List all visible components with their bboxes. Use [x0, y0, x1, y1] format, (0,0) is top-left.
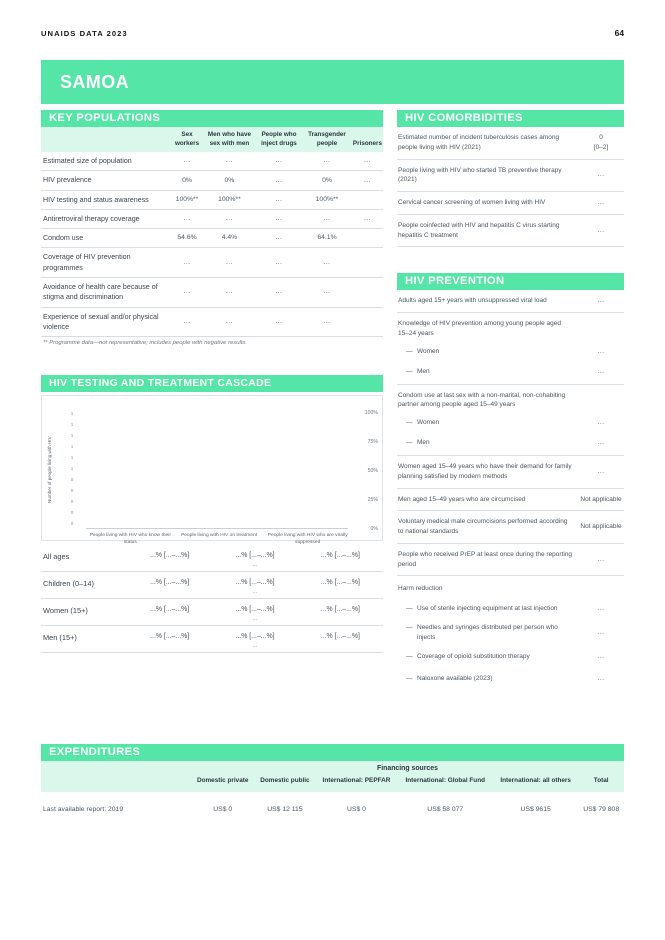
kp-cell: 100%** — [203, 190, 256, 209]
table-row — [41, 792, 624, 823]
kp-row-label: Condom use — [41, 229, 171, 248]
comorbidity-value: ... — [597, 226, 605, 234]
y-tick: 0 — [70, 510, 74, 516]
kp-cell: 100%** — [171, 190, 203, 209]
kp-col-msm: Men who have sex with men — [207, 131, 251, 147]
y-tick: 0 — [70, 521, 74, 527]
table-row — [41, 248, 383, 278]
left-column — [41, 110, 383, 653]
kp-cell: 4.4% — [203, 229, 256, 248]
kp-cell: ... — [302, 209, 352, 228]
y-tick: 1 — [70, 422, 74, 428]
cascade-cell-on-treatment — [212, 626, 297, 653]
y-tick: 1 — [70, 433, 74, 439]
kp-cell: ... — [302, 307, 352, 337]
kp-cell: ... — [256, 307, 302, 337]
list-item-group — [397, 313, 624, 341]
prevention-value: ... — [597, 347, 605, 355]
list-item — [397, 127, 624, 160]
exp-cell: US$ 79 808 — [583, 805, 620, 813]
comorbidity-value: ... — [597, 199, 605, 206]
kp-col-sex-workers: Sex workers — [174, 131, 200, 147]
comorbidity-value-number: 0 — [599, 134, 603, 141]
list-item — [397, 646, 624, 668]
exp-col-global-fund: International: Global Fund — [398, 774, 493, 792]
table-row — [41, 229, 383, 248]
prevention-sub-label-text: Needles and syringes distributed per person who injects — [417, 624, 558, 641]
secondary-y-tick: 100% — [364, 410, 378, 417]
kp-cell: ... — [256, 171, 302, 190]
prevention-value: ... — [597, 629, 605, 637]
cascade-row-label: All ages — [41, 545, 127, 572]
kp-cell: ... — [302, 248, 352, 278]
kp-cell — [352, 190, 383, 209]
kp-cell: ... — [171, 307, 203, 337]
country-banner — [41, 60, 624, 104]
country-name: SAMOA — [60, 72, 129, 92]
kp-cell: ... — [171, 277, 203, 307]
prevention-sub-label — [398, 652, 579, 662]
exp-col-0 — [41, 761, 191, 774]
section-header-prevention: HIV PREVENTION — [397, 273, 624, 290]
table-row — [41, 626, 383, 653]
list-item — [397, 544, 624, 577]
table-row — [41, 572, 383, 599]
kp-col-pwid: People who inject drugs — [261, 131, 297, 147]
exp-col-all-others: International: all others — [493, 774, 578, 792]
kp-cell: ... — [302, 152, 352, 171]
table-row — [41, 209, 383, 228]
comorbidity-label: People living with HIV who started TB preventive therapy (2021) — [398, 166, 562, 184]
cascade-cell-know-status: ...% [...–...%] — [127, 599, 212, 626]
kp-cell: 100%** — [302, 190, 352, 209]
cascade-cell-suppressed: ...% [...–...%] — [298, 545, 383, 572]
chart-secondary-y-ticks — [352, 410, 378, 533]
cascade-cell-value: ...% [...–...%] — [235, 579, 275, 587]
prevention-value: ... — [597, 555, 605, 563]
kp-row-label: Coverage of HIV prevention programmes — [41, 248, 171, 278]
section-header-key-populations: KEY POPULATIONS — [41, 110, 383, 127]
chart-y-axis-title: Number of people living with HIV — [47, 436, 52, 504]
x-label: People living with HIV on treatment — [180, 533, 258, 539]
y-tick: 1 — [70, 411, 74, 417]
exp-cell: US$ 58 077 — [427, 805, 464, 813]
key-populations-footnote: ** Programme data—not representative; includes people with negative results. — [43, 340, 247, 347]
cascade-cell-on-treatment — [212, 599, 297, 626]
kp-row-label: Avoidance of health care because of stigma and discrimination — [41, 277, 171, 307]
prevention-list — [397, 290, 624, 690]
list-item — [397, 598, 624, 620]
prevention-sub-label-text: Use of sterile injecting equipment at last injection — [417, 605, 558, 613]
page-number: 64 — [614, 28, 624, 38]
exp-cell: US$ 0 — [347, 805, 366, 813]
kp-row-label: Experience of sexual and/or physical violence — [41, 307, 171, 337]
cascade-cell-value: ...% [...–...%] — [235, 606, 275, 614]
dash-icon: — — [406, 439, 413, 447]
section-header-expenditures: EXPENDITURES — [41, 744, 624, 761]
exp-col-domestic-private: Domestic private — [191, 774, 254, 792]
kp-cell: ... — [203, 152, 256, 171]
kp-col-0 — [41, 127, 171, 152]
prevention-sub-label-text: Coverage of opioid substitution therapy — [417, 652, 530, 660]
y-tick: 1 — [70, 444, 74, 450]
cascade-row-label: Women (15+) — [41, 599, 127, 626]
list-item — [397, 192, 624, 215]
page-header — [41, 28, 624, 38]
cascade-cell-on-treatment — [212, 572, 297, 599]
table-row — [41, 599, 383, 626]
expenditures-table — [41, 761, 624, 823]
dash-icon: — — [406, 674, 413, 682]
cascade-cell-value: ...% [...–...%] — [235, 633, 275, 641]
dash-icon: — — [406, 624, 413, 632]
prevention-sub-label — [398, 623, 579, 643]
kp-cell — [352, 307, 383, 337]
kp-cell: ... — [352, 171, 383, 190]
table-row — [41, 171, 383, 190]
list-item — [397, 668, 624, 690]
table-row — [41, 307, 383, 337]
dash-icon: — — [406, 652, 413, 660]
prevention-sub-label — [398, 367, 579, 377]
cascade-section — [41, 375, 383, 653]
list-item — [397, 363, 624, 385]
kp-cell: ... — [256, 277, 302, 307]
cascade-cell-subvalue: ... — [252, 562, 258, 569]
exp-col-total: Total — [578, 774, 624, 792]
cascade-data-table — [41, 545, 383, 653]
prevention-group-label: Harm reduction — [398, 585, 443, 593]
cascade-cell-know-status: ...% [...–...%] — [127, 545, 212, 572]
x-label: People living with HIV who are virally suppressed — [267, 533, 348, 546]
kp-cell: 64.1% — [302, 229, 352, 248]
expenditures-column-header — [41, 774, 624, 792]
kp-cell: 54.6% — [171, 229, 203, 248]
kp-row-label: Antiretroviral therapy coverage — [41, 209, 171, 228]
prevention-value: Not applicable — [580, 523, 622, 531]
cascade-cell-subvalue: ... — [252, 643, 258, 650]
list-item-group — [397, 576, 624, 598]
table-row — [41, 152, 383, 171]
kp-cell: ... — [171, 209, 203, 228]
secondary-y-tick: 75% — [367, 439, 378, 446]
kp-cell — [352, 229, 383, 248]
publication-title: UNAIDS DATA 2023 — [41, 29, 128, 38]
exp-col-pepfar: International: PEPFAR — [315, 774, 397, 792]
comorbidity-value: ... — [597, 171, 605, 179]
prevention-group-label: Condom use at last sex with a non-marital, non-cohabiting partner among people aged 15–49 years — [398, 391, 566, 409]
dash-icon: — — [406, 347, 413, 355]
chart-baseline — [86, 528, 348, 529]
cascade-cell-know-status: ...% [...–...%] — [127, 572, 212, 599]
list-item — [397, 412, 624, 434]
cascade-cell-know-status: ...% [...–...%] — [127, 626, 212, 653]
expenditures-section — [41, 744, 624, 823]
expenditures-financing-sources-label: Financing sources — [191, 761, 624, 774]
prevention-value: ... — [597, 674, 605, 682]
comorbidity-label: People coinfected with HIV and hepatitis C virus starting hepatitis C treatment — [398, 221, 560, 239]
kp-cell: ... — [203, 277, 256, 307]
prevention-section — [397, 273, 624, 690]
list-item — [397, 290, 624, 313]
y-tick: 0 — [70, 477, 74, 483]
cascade-cell-value: ...% [...–...%] — [235, 552, 275, 560]
cascade-chart — [41, 395, 383, 546]
key-populations-header-row — [41, 127, 383, 152]
kp-cell — [352, 277, 383, 307]
kp-cell: 0% — [171, 171, 203, 190]
cascade-cell-subvalue: ... — [252, 616, 258, 623]
kp-cell: 0% — [203, 171, 256, 190]
y-tick: 1 — [70, 455, 74, 461]
dash-icon: — — [406, 367, 413, 375]
dash-icon: — — [406, 605, 413, 613]
prevention-label: Adults aged 15+ years with unsuppressed viral load — [398, 297, 547, 305]
prevention-sub-label — [398, 347, 579, 357]
kp-cell: ... — [256, 248, 302, 278]
comorbidity-label: Estimated number of incident tuberculosis cases among people living with HIV (2021) — [398, 134, 560, 151]
y-tick: 0 — [70, 499, 74, 505]
kp-cell: ... — [171, 152, 203, 171]
key-populations-table — [41, 127, 383, 337]
x-label: People living with HIV who know their status — [89, 533, 171, 546]
exp-col-domestic-public: Domestic public — [254, 774, 315, 792]
prevention-sub-label-text: Men — [417, 439, 430, 447]
secondary-y-tick: 25% — [367, 497, 378, 504]
prevention-label: Men aged 15–49 years who are circumcised — [398, 495, 526, 503]
prevention-sub-label — [398, 438, 579, 448]
kp-cell — [352, 248, 383, 278]
kp-row-label: HIV testing and status awareness — [41, 190, 171, 209]
kp-cell: 0% — [302, 171, 352, 190]
prevention-sub-label — [398, 418, 579, 428]
kp-cell: ... — [352, 209, 383, 228]
prevention-sub-label-text: Women — [417, 419, 440, 427]
dash-icon: — — [406, 419, 413, 427]
y-tick: 0 — [70, 488, 74, 494]
prevention-sub-label-text: Naloxone available (2023) — [417, 674, 493, 682]
section-header-cascade: HIV TESTING AND TREATMENT CASCADE — [41, 375, 383, 392]
kp-cell: ... — [256, 190, 302, 209]
table-row — [41, 190, 383, 209]
list-item — [397, 456, 624, 489]
exp-cell: US$ 9615 — [520, 805, 551, 813]
prevention-value: ... — [597, 467, 605, 475]
cascade-row-label: Children (0–14) — [41, 572, 127, 599]
prevention-value: ... — [597, 419, 605, 427]
exp-cell: US$ 12 115 — [267, 805, 303, 813]
kp-cell: ... — [256, 209, 302, 228]
prevention-label: Women aged 15–49 years who have their demand for family planning satisfied by modern methods — [398, 463, 572, 480]
kp-cell: ... — [302, 277, 352, 307]
kp-cell: ... — [256, 152, 302, 171]
prevention-value: Not applicable — [580, 495, 622, 503]
cascade-cell-suppressed: ...% [...–...%] — [298, 626, 383, 653]
list-item — [397, 160, 624, 193]
prevention-group-label: Knowledge of HIV prevention among young people aged 15–24 years — [398, 320, 561, 337]
prevention-value: ... — [597, 367, 605, 375]
exp-col-blank — [41, 774, 191, 792]
comorbidity-value — [579, 133, 623, 153]
cascade-cell-suppressed: ...% [...–...%] — [298, 572, 383, 599]
table-row — [41, 277, 383, 307]
prevention-sub-label — [398, 674, 579, 684]
expenditures-group-header — [41, 761, 624, 774]
prevention-value: ... — [597, 605, 605, 613]
cascade-cell-subvalue: ... — [252, 589, 258, 596]
list-item — [397, 434, 624, 456]
section-header-comorbidities: HIV COMORBIDITIES — [397, 110, 624, 127]
comorbidities-list — [397, 127, 624, 247]
kp-cell: ... — [171, 248, 203, 278]
list-item — [397, 341, 624, 363]
prevention-label: Voluntary medical male circumcisions performed according to national standards — [398, 518, 568, 535]
kp-cell: ... — [203, 248, 256, 278]
prevention-value: ... — [597, 652, 605, 660]
kp-cell: ... — [203, 209, 256, 228]
kp-cell: ... — [352, 152, 383, 171]
kp-cell: ... — [256, 229, 302, 248]
exp-cell: US$ 0 — [213, 805, 233, 813]
comorbidity-value-range: [0–2] — [593, 143, 609, 151]
kp-row-label: HIV prevalence — [41, 171, 171, 190]
exp-row-label: Last available report: 2019 — [43, 805, 124, 813]
right-column — [397, 110, 624, 690]
prevention-value: ... — [597, 439, 605, 447]
prevention-label: People who received PrEP at least once during the reporting period — [398, 550, 573, 568]
table-row — [41, 545, 383, 572]
comorbidity-label: Cervical cancer screening of women living with HIV — [398, 199, 546, 206]
kp-row-label: Estimated size of population — [41, 152, 171, 171]
prevention-sub-label — [398, 604, 579, 614]
y-tick: 1 — [70, 466, 74, 472]
cascade-cell-on-treatment — [212, 545, 297, 572]
cascade-cell-suppressed: ...% [...–...%] — [298, 599, 383, 626]
list-item — [397, 511, 624, 544]
secondary-y-tick: 0% — [370, 526, 378, 533]
list-item-group — [397, 385, 624, 413]
list-item — [397, 215, 624, 248]
prevention-sub-label-text: Women — [417, 347, 440, 355]
kp-col-transgender: Transgender people — [308, 131, 346, 147]
kp-cell: ... — [203, 307, 256, 337]
list-item — [397, 489, 624, 512]
kp-col-prisoners: Prisoners — [352, 139, 382, 147]
cascade-row-label: Men (15+) — [41, 626, 127, 653]
secondary-y-tick: 50% — [367, 468, 378, 475]
chart-y-ticks — [66, 412, 78, 527]
list-item — [397, 620, 624, 646]
prevention-value: ... — [597, 297, 605, 305]
prevention-sub-label-text: Men — [417, 367, 430, 375]
